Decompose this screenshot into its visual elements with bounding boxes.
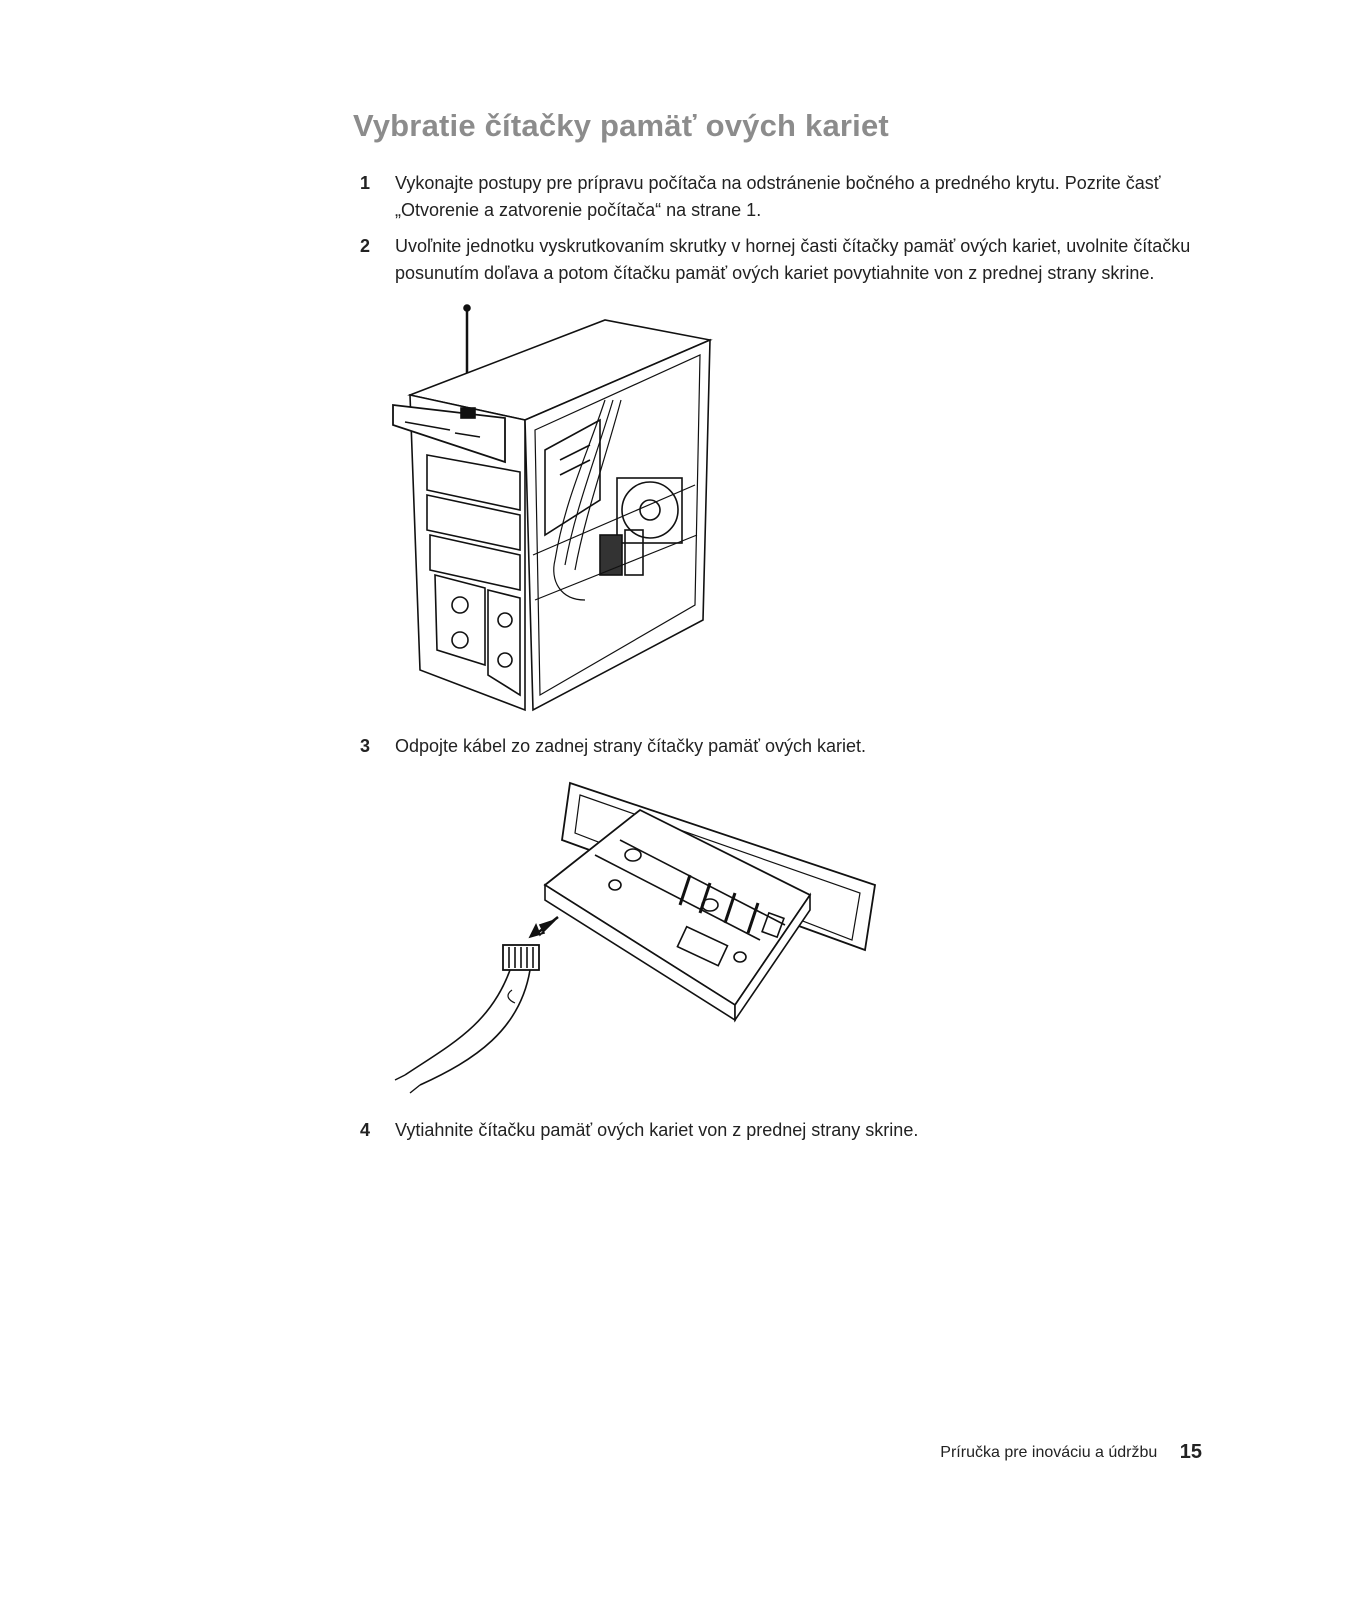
step-number: 2	[360, 236, 371, 256]
step-text: Odpojte kábel zo zadnej strany čítačky pamäť ových kariet.	[395, 736, 866, 756]
step-number: 3	[360, 736, 371, 756]
step-number: 4	[360, 1120, 371, 1140]
manual-name: Príručka pre inováciu a údržbu	[940, 1444, 1158, 1461]
computer-case-illustration	[385, 300, 725, 715]
page-footer	[940, 1440, 1202, 1463]
card-reader-cable-illustration	[390, 775, 890, 1095]
step-text: Uvoľnite jednotku vyskrutkovaním skrutky v hornej časti čítačky pamäť ových kariet, uvolnite čítačku posunutím doľava a potom čítačku pamäť ových kariet povytiahnite von z prednej strany skrine.	[395, 236, 1191, 283]
step-3	[360, 733, 1210, 760]
page-number: 15	[1179, 1441, 1202, 1463]
step-text: Vytiahnite čítačku pamäť ových kariet von z prednej strany skrine.	[395, 1120, 919, 1140]
step-4	[360, 1117, 1210, 1144]
step-number: 1	[360, 173, 371, 193]
step-2	[360, 233, 1210, 287]
page-title: Vybratie čítačky pamäť ových kariet	[353, 108, 889, 143]
step-text: Vykonajte postupy pre prípravu počítača na odstránenie bočného a predného krytu. Pozrite časť „Otvorenie a zatvorenie počítača“ na strane 1.	[395, 173, 1161, 220]
step-1	[360, 170, 1210, 224]
